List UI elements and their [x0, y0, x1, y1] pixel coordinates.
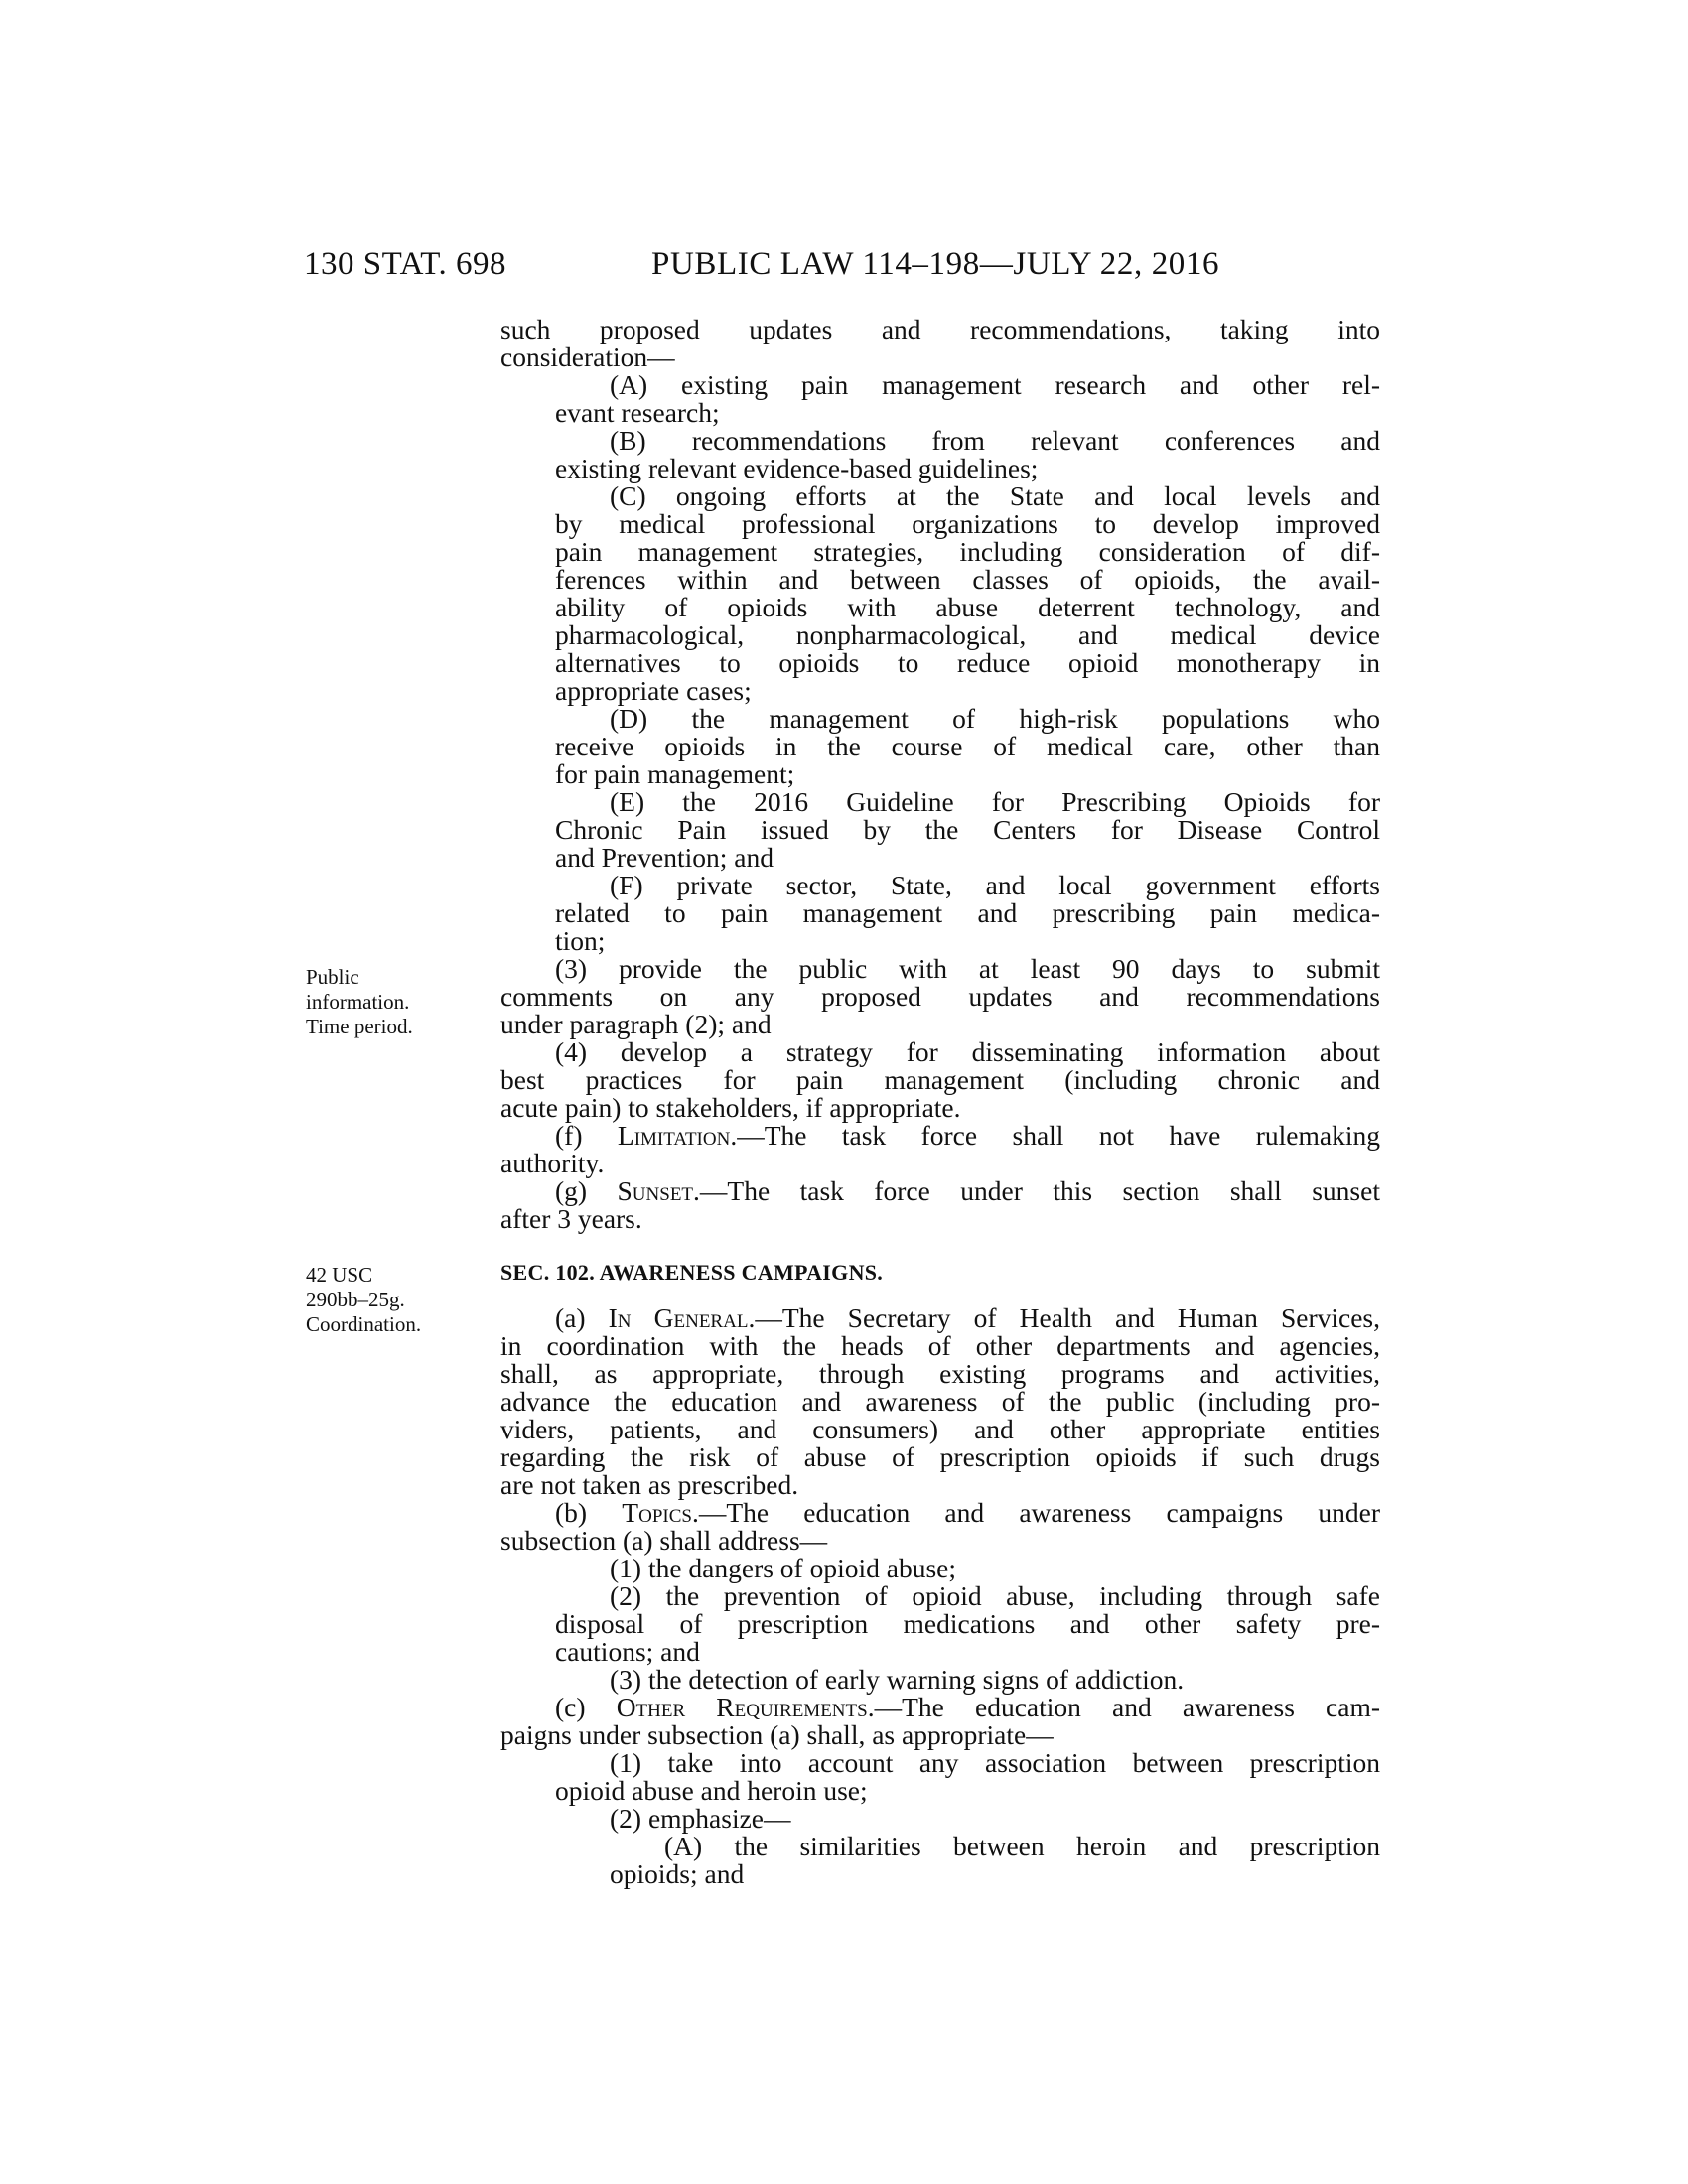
subsection-c-line: paigns under subsection (a) shall, as appropriate— [500, 1719, 1054, 1750]
page-stat-citation: 130 STAT. 698 [304, 246, 507, 282]
text-line: consideration— [500, 341, 675, 372]
paragraph-4-line: (4) develop a strategy for disseminating information about [555, 1036, 1380, 1067]
clause-a-line: (A) existing pain management research and other rel- [610, 369, 1380, 400]
margin-note-public-information [306, 965, 413, 1039]
paragraph-3-line: (3) provide the public with at least 90 days to submit [555, 953, 1380, 984]
statute-text-column [500, 316, 1380, 1122]
paragraph-3-line: under paragraph (2); and [500, 1009, 772, 1039]
margin-note-line: Coordination. [306, 1312, 422, 1336]
clause-c-line: pain management strategies, including consideration of dif- [555, 536, 1380, 567]
subsection-heading: Other Requirements [616, 1692, 868, 1722]
clause-d-line: (D) the management of high-risk populations who [610, 703, 1380, 734]
requirement-2a-line: opioids; and [610, 1858, 745, 1889]
lower-section [500, 1122, 1380, 1888]
margin-note-usc-citation [306, 1263, 421, 1337]
clause-c-line: pharmacological, nonpharmacological, and medical device [555, 619, 1380, 650]
subsection-text: .—The Secretary of Health and Human Services, [748, 1302, 1380, 1333]
subsection-a-line: advance the education and awareness of the public (including pro- [500, 1386, 1380, 1417]
margin-note-line: 290bb–25g. [306, 1288, 405, 1311]
clause-c-line: ability of opioids with abuse deterrent technology, and [555, 592, 1380, 622]
subsection-a-line: shall, as appropriate, through existing programs and activities, [500, 1358, 1380, 1389]
clause-c-line: by medical professional organizations to develop improved [555, 508, 1380, 539]
subsection-g-line: after 3 years. [500, 1203, 642, 1234]
clause-e-line: and Prevention; and [555, 842, 774, 873]
subsection-heading: Limitation [617, 1120, 731, 1151]
clause-e-line: Chronic Pain issued by the Centers for Disease Control [555, 814, 1380, 845]
margin-note-line: information. [306, 990, 410, 1014]
clause-a-line: evant research; [555, 397, 720, 428]
clause-b-line: existing relevant evidence-based guidelines; [555, 453, 1039, 483]
subsection-a-line: are not taken as prescribed. [500, 1469, 799, 1500]
requirement-1-line: (1) take into account any association between prescription [610, 1747, 1380, 1778]
requirement-2-line: (2) emphasize— [610, 1803, 791, 1834]
subsection-a-line [555, 1304, 1380, 1332]
margin-note-line: Time period. [306, 1015, 413, 1038]
subsection-label: (g) [555, 1175, 618, 1206]
topic-2-line: cautions; and [555, 1636, 700, 1667]
subsection-f-line [555, 1122, 1380, 1150]
subsection-a-line: regarding the risk of abuse of prescription opioids if such drugs [500, 1441, 1380, 1472]
paragraph-4-line: acute pain) to stakeholders, if appropriate. [500, 1092, 961, 1123]
requirement-2a-line: (A) the similarities between heroin and prescription [664, 1831, 1380, 1861]
subsection-text: .—The task force shall not have rulemaking [730, 1120, 1380, 1151]
topic-3-line: (3) the detection of early warning signs of addiction. [610, 1664, 1185, 1695]
subsection-text: .—The education and awareness campaigns under [691, 1497, 1380, 1528]
subsection-heading: Sunset [617, 1175, 694, 1206]
subsection-a-line: in coordination with the heads of other departments and agencies, [500, 1330, 1380, 1361]
requirement-1-line: opioid abuse and heroin use; [555, 1775, 868, 1806]
section-heading: SEC. 102. AWARENESS CAMPAIGNS. [500, 1260, 884, 1285]
subsection-text: .—The education and awareness cam- [867, 1692, 1381, 1722]
clause-c-line: (C) ongoing efforts at the State and local levels and [610, 480, 1380, 511]
subsection-label: (f) [555, 1120, 618, 1151]
subsection-b-line: subsection (a) shall address— [500, 1525, 828, 1556]
subsection-g-line [555, 1177, 1380, 1205]
clause-d-line: receive opioids in the course of medical care, other than [555, 731, 1380, 761]
subsection-label: (b) [555, 1497, 623, 1528]
subsection-text: .—The task force under this section shall sunset [693, 1175, 1380, 1206]
clause-c-line: alternatives to opioids to reduce opioid monotherapy in [555, 647, 1380, 678]
clause-b-line: (B) recommendations from relevant conferences and [610, 425, 1380, 456]
clause-d-line: for pain management; [555, 758, 795, 789]
page-running-title: PUBLIC LAW 114–198—JULY 22, 2016 [651, 246, 1220, 282]
subsection-heading: Topics [622, 1497, 692, 1528]
subsection-b-line [555, 1499, 1380, 1527]
margin-note-line: Public [306, 965, 359, 989]
clause-c-line: appropriate cases; [555, 675, 752, 706]
paragraph-4-line: best practices for pain management (including chronic and [500, 1064, 1380, 1095]
clause-e-line: (E) the 2016 Guideline for Prescribing Opioids for [610, 786, 1380, 817]
subsection-f-line: authority. [500, 1148, 605, 1178]
subsection-label: (a) [555, 1302, 609, 1333]
clause-f-line: related to pain management and prescribing pain medica- [555, 897, 1380, 928]
paragraph-3-line: comments on any proposed updates and recommendations [500, 981, 1380, 1012]
margin-note-line: 42 USC [306, 1263, 373, 1287]
clause-f-line: tion; [555, 925, 606, 956]
subsection-a-line: viders, patients, and consumers) and other appropriate entities [500, 1414, 1380, 1444]
clause-c-line: ferences within and between classes of opioids, the avail- [555, 564, 1380, 595]
topic-2-line: disposal of prescription medications and other safety pre- [555, 1608, 1380, 1639]
subsection-heading: In General [608, 1302, 749, 1333]
clause-f-line: (F) private sector, State, and local government efforts [610, 870, 1380, 900]
topic-2-line: (2) the prevention of opioid abuse, including through safe [610, 1580, 1380, 1611]
subsection-label: (c) [555, 1692, 617, 1722]
subsection-c-line [555, 1694, 1380, 1721]
topic-1-line: (1) the dangers of opioid abuse; [610, 1553, 957, 1583]
text-line: such proposed updates and recommendations, taking into [500, 314, 1380, 344]
